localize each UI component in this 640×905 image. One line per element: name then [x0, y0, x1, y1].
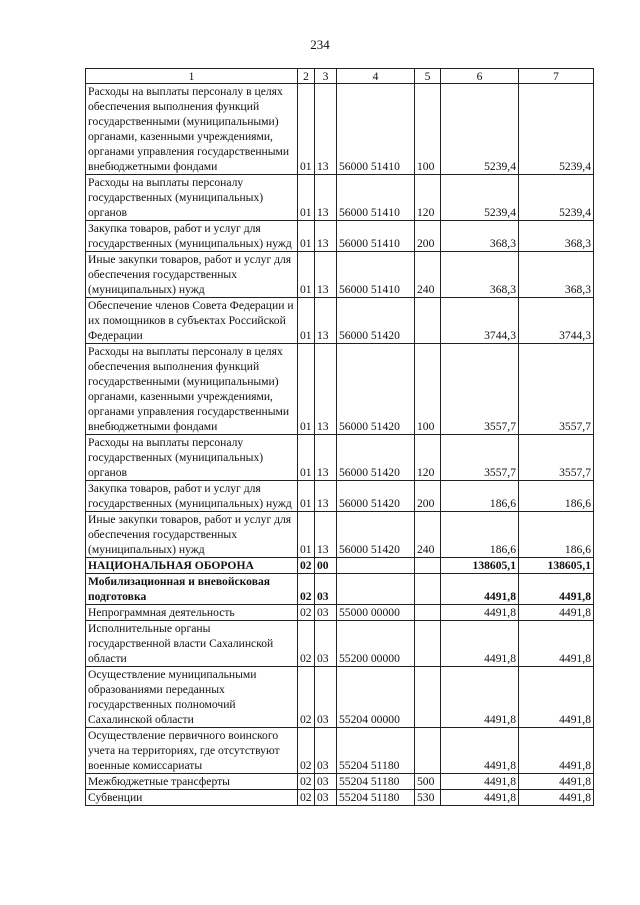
- table-row: [86, 790, 594, 806]
- row-target-article: 55204 51180: [337, 774, 415, 790]
- row-target-article: [337, 574, 415, 605]
- row-subsection-code: 13: [315, 481, 337, 512]
- row-section-code: 01: [298, 298, 315, 344]
- row-section-code: 01: [298, 435, 315, 481]
- row-amount-1: 368,3: [441, 221, 519, 252]
- table-row: [86, 574, 594, 605]
- row-amount-2: 186,6: [519, 481, 594, 512]
- row-subsection-code: 13: [315, 221, 337, 252]
- row-section-code: 02: [298, 605, 315, 621]
- row-target-article: 56000 51420: [337, 512, 415, 558]
- table-row: [86, 84, 594, 175]
- row-amount-2: 5239,4: [519, 84, 594, 175]
- row-section-code: 02: [298, 790, 315, 806]
- row-expense-type: 240: [415, 252, 441, 298]
- table-row: [86, 621, 594, 667]
- col-header-6: 6: [441, 69, 519, 84]
- table-row: [86, 512, 594, 558]
- row-expense-type: 500: [415, 774, 441, 790]
- row-section-code: 02: [298, 621, 315, 667]
- table-row: [86, 298, 594, 344]
- col-header-3: 3: [315, 69, 337, 84]
- page-number: 234: [310, 37, 330, 52]
- row-target-article: 56000 51420: [337, 435, 415, 481]
- row-name-cell: Иные закупки товаров, работ и услуг для обеспечения государственных (муниципальных) нужд: [86, 252, 298, 298]
- row-target-article: 55204 51180: [337, 790, 415, 806]
- row-target-article: 55000 00000: [337, 605, 415, 621]
- table-row: [86, 728, 594, 774]
- row-subsection-code: 03: [315, 605, 337, 621]
- table-row: [86, 605, 594, 621]
- row-subsection-code: 03: [315, 621, 337, 667]
- row-section-code: 02: [298, 558, 315, 574]
- row-subsection-code: 13: [315, 175, 337, 221]
- row-amount-2: 4491,8: [519, 790, 594, 806]
- row-expense-type: 100: [415, 84, 441, 175]
- row-subsection-code: 13: [315, 512, 337, 558]
- table-row: [86, 344, 594, 435]
- row-amount-1: 368,3: [441, 252, 519, 298]
- row-amount-1: 4491,8: [441, 728, 519, 774]
- row-amount-2: 4491,8: [519, 774, 594, 790]
- row-amount-1: 4491,8: [441, 790, 519, 806]
- row-subsection-code: 03: [315, 667, 337, 728]
- row-subsection-code: 00: [315, 558, 337, 574]
- budget-table: [85, 68, 594, 806]
- row-expense-type: 120: [415, 435, 441, 481]
- table-row: [86, 667, 594, 728]
- row-name-cell: Иные закупки товаров, работ и услуг для обеспечения государственных (муниципальных) нужд: [86, 512, 298, 558]
- col-header-7: 7: [519, 69, 594, 84]
- row-subsection-code: 13: [315, 252, 337, 298]
- row-expense-type: 530: [415, 790, 441, 806]
- row-name-cell: Закупка товаров, работ и услуг для государственных (муниципальных) нужд: [86, 481, 298, 512]
- row-amount-1: 4491,8: [441, 574, 519, 605]
- row-name-cell: Обеспечение членов Совета Федерации и их помощников в субъектах Российской Федерации: [86, 298, 298, 344]
- row-section-code: 01: [298, 252, 315, 298]
- row-expense-type: [415, 574, 441, 605]
- row-name-cell: Расходы на выплаты персоналу в целях обеспечения выполнения функций государственными (муниципальными) органами, казенными учреждениями, органами управления государственными внебюджетными фондами: [86, 84, 298, 175]
- row-section-code: 01: [298, 221, 315, 252]
- row-section-code: 01: [298, 175, 315, 221]
- row-subsection-code: 13: [315, 84, 337, 175]
- table-row: [86, 481, 594, 512]
- row-section-code: 01: [298, 344, 315, 435]
- row-expense-type: [415, 605, 441, 621]
- row-name-cell: Осуществление муниципальными образованиями переданных государственных полномочий Сахалинской области: [86, 667, 298, 728]
- row-expense-type: [415, 621, 441, 667]
- col-header-2: 2: [298, 69, 315, 84]
- row-target-article: 56000 51420: [337, 344, 415, 435]
- row-name-cell: Мобилизационная и вневойсковая подготовка: [86, 574, 298, 605]
- row-amount-2: 3557,7: [519, 344, 594, 435]
- row-target-article: 56000 51410: [337, 221, 415, 252]
- row-section-code: 01: [298, 481, 315, 512]
- row-amount-1: 4491,8: [441, 667, 519, 728]
- row-name-cell: Расходы на выплаты персоналу государственных (муниципальных) органов: [86, 175, 298, 221]
- row-subsection-code: 13: [315, 298, 337, 344]
- row-amount-1: 5239,4: [441, 175, 519, 221]
- row-subsection-code: 03: [315, 574, 337, 605]
- row-target-article: 56000 51420: [337, 298, 415, 344]
- row-amount-1: 186,6: [441, 481, 519, 512]
- row-name-cell: Закупка товаров, работ и услуг для государственных (муниципальных) нужд: [86, 221, 298, 252]
- table-row: [86, 221, 594, 252]
- row-amount-2: 4491,8: [519, 574, 594, 605]
- row-amount-2: 5239,4: [519, 175, 594, 221]
- row-subsection-code: 03: [315, 728, 337, 774]
- row-name-cell: Субвенции: [86, 790, 298, 806]
- row-amount-2: 3744,3: [519, 298, 594, 344]
- row-subsection-code: 03: [315, 790, 337, 806]
- row-target-article: [337, 558, 415, 574]
- row-amount-2: 4491,8: [519, 605, 594, 621]
- row-name-cell: Расходы на выплаты персоналу в целях обеспечения выполнения функций государственными (муниципальными) органами, казенными учреждениями, органами управления государственными внебюджетными фондами: [86, 344, 298, 435]
- row-name-cell: Осуществление первичного воинского учета на территориях, где отсутствуют военные комиссариаты: [86, 728, 298, 774]
- row-amount-2: 4491,8: [519, 621, 594, 667]
- table-row: [86, 252, 594, 298]
- row-expense-type: [415, 558, 441, 574]
- row-expense-type: [415, 728, 441, 774]
- row-name-cell: Расходы на выплаты персоналу государственных (муниципальных) органов: [86, 435, 298, 481]
- row-amount-2: 368,3: [519, 221, 594, 252]
- row-target-article: 55200 00000: [337, 621, 415, 667]
- row-name-cell: Непрограммная деятельность: [86, 605, 298, 621]
- row-amount-2: 4491,8: [519, 728, 594, 774]
- row-expense-type: [415, 298, 441, 344]
- row-section-code: 01: [298, 84, 315, 175]
- table-row: [86, 435, 594, 481]
- row-target-article: 56000 51410: [337, 84, 415, 175]
- row-expense-type: 120: [415, 175, 441, 221]
- table-row: [86, 175, 594, 221]
- row-amount-1: 3557,7: [441, 344, 519, 435]
- row-amount-1: 186,6: [441, 512, 519, 558]
- row-subsection-code: 03: [315, 774, 337, 790]
- row-target-article: 56000 51410: [337, 175, 415, 221]
- row-expense-type: 100: [415, 344, 441, 435]
- row-name-cell: НАЦИОНАЛЬНАЯ ОБОРОНА: [86, 558, 298, 574]
- row-section-code: 02: [298, 667, 315, 728]
- row-section-code: 01: [298, 512, 315, 558]
- row-amount-2: 4491,8: [519, 667, 594, 728]
- row-amount-1: 138605,1: [441, 558, 519, 574]
- row-section-code: 02: [298, 774, 315, 790]
- row-expense-type: [415, 667, 441, 728]
- col-header-4: 4: [337, 69, 415, 84]
- table-row: [86, 774, 594, 790]
- row-subsection-code: 13: [315, 435, 337, 481]
- row-amount-1: 5239,4: [441, 84, 519, 175]
- col-header-1: 1: [86, 69, 298, 84]
- row-expense-type: 200: [415, 481, 441, 512]
- row-target-article: 56000 51410: [337, 252, 415, 298]
- row-amount-2: 368,3: [519, 252, 594, 298]
- row-amount-2: 138605,1: [519, 558, 594, 574]
- row-amount-1: 4491,8: [441, 605, 519, 621]
- table-row: [86, 558, 594, 574]
- header-row: [86, 69, 594, 84]
- row-amount-1: 3557,7: [441, 435, 519, 481]
- row-section-code: 02: [298, 728, 315, 774]
- row-amount-2: 3557,7: [519, 435, 594, 481]
- row-amount-1: 4491,8: [441, 621, 519, 667]
- table-body: [86, 84, 594, 806]
- row-expense-type: 240: [415, 512, 441, 558]
- row-target-article: 56000 51420: [337, 481, 415, 512]
- row-amount-2: 186,6: [519, 512, 594, 558]
- row-subsection-code: 13: [315, 344, 337, 435]
- row-target-article: 55204 00000: [337, 667, 415, 728]
- row-target-article: 55204 51180: [337, 728, 415, 774]
- row-amount-1: 4491,8: [441, 774, 519, 790]
- row-expense-type: 200: [415, 221, 441, 252]
- row-section-code: 02: [298, 574, 315, 605]
- row-name-cell: Исполнительные органы государственной власти Сахалинской области: [86, 621, 298, 667]
- row-amount-1: 3744,3: [441, 298, 519, 344]
- row-name-cell: Межбюджетные трансферты: [86, 774, 298, 790]
- col-header-5: 5: [415, 69, 441, 84]
